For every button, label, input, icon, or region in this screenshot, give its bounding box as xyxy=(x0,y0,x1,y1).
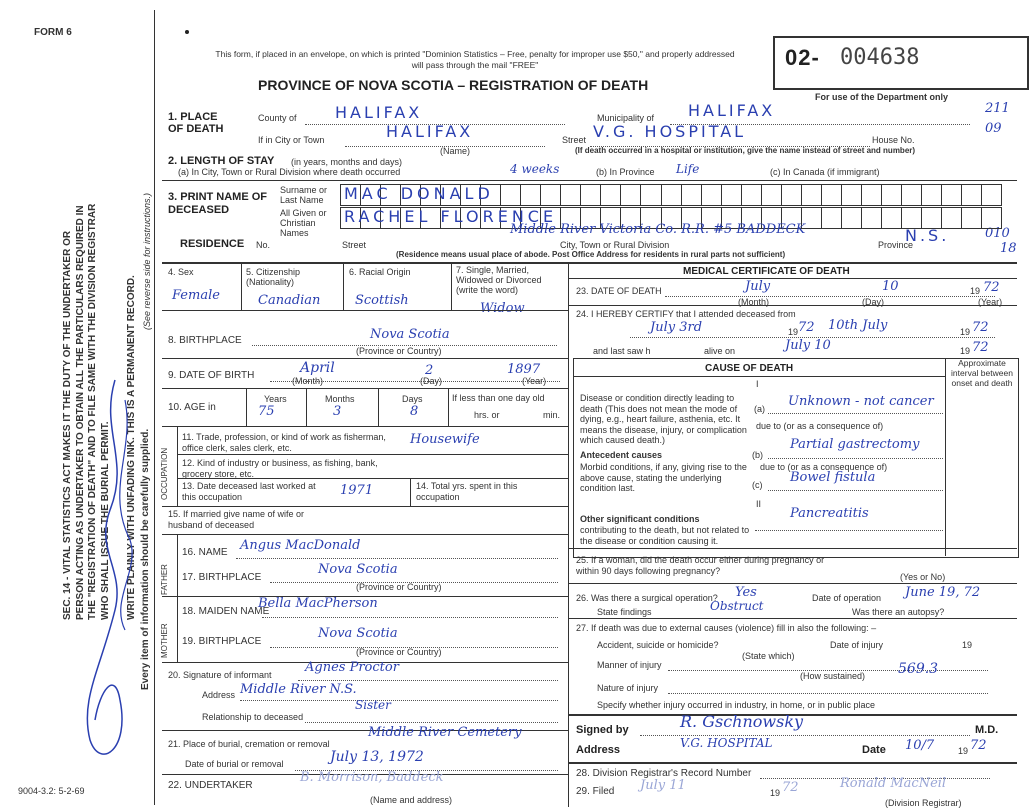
city-label: If in City or Town xyxy=(258,135,325,145)
page-title: PROVINCE OF NOVA SCOTIA – REGISTRATION OF DEATH xyxy=(258,77,649,93)
cause-a-line xyxy=(768,413,943,414)
filed-value: July 11 xyxy=(640,778,686,793)
relationship-line xyxy=(305,722,558,723)
residence-province: N.S. xyxy=(905,226,950,245)
antecedent-sub: Morbid conditions, if any, giving rise to the above cause, stating the underlying condition last. xyxy=(580,462,747,493)
informant-address: Middle River N.S. xyxy=(240,682,357,697)
cause-b-value: Partial gastrectomy xyxy=(790,437,920,452)
q17-caption: (Province or Country) xyxy=(356,582,442,592)
attend-to-year: 72 xyxy=(972,320,989,335)
dob-month: April xyxy=(300,360,335,376)
mother-side-label: MOTHER xyxy=(160,623,169,658)
reg-number-prefix: 02- xyxy=(785,45,820,70)
doctor-date: 10/7 xyxy=(905,738,935,753)
occupation-side-label: OCCUPATION xyxy=(160,447,169,500)
residence-no-label: No. xyxy=(256,240,271,250)
undertaker-value: B. Morrison, Baddeck xyxy=(300,770,444,785)
registrar-caption: (Division Registrar) xyxy=(885,798,962,808)
hospital-note: (If death occurred in a hospital or institution, give the name instead of street and number) xyxy=(575,146,916,155)
divider-5 xyxy=(162,388,568,389)
dob-day: 2 xyxy=(425,363,434,378)
q29-label: 29. Filed xyxy=(576,786,615,797)
q14-label: 14. Total yrs. spent in this occupation xyxy=(416,481,518,502)
q25-label: 25. If a woman, did the death occur either during pregnancy or within 90 days following pregnancy? xyxy=(576,555,825,576)
cause-a-value: Unknown - not cancer xyxy=(788,394,934,409)
cause-c-label: (c) xyxy=(752,480,763,490)
attend-to-prefix: 19 xyxy=(960,327,971,337)
age-years-label: Years xyxy=(264,394,287,404)
cause-heading: CAUSE OF DEATH xyxy=(705,363,794,374)
racial-value: Scottish xyxy=(355,293,409,308)
filed-year: 72 xyxy=(782,780,799,795)
q18-line xyxy=(262,617,558,618)
signed-value: R. Gschnowsky xyxy=(680,712,804,731)
other-sub: contributing to the death, but not related to the disease or condition causing it. xyxy=(580,525,750,546)
undertaker-caption: (Name and address) xyxy=(370,795,453,805)
dept-code-4: 18 xyxy=(1000,241,1017,256)
doctor-date-year: 72 xyxy=(970,738,987,753)
birthplace-caption: (Province or Country) xyxy=(356,346,442,356)
age-v3 xyxy=(378,388,379,426)
min-label: min. xyxy=(543,410,561,420)
q21-label: 21. Place of burial, cremation or removal xyxy=(168,739,330,749)
q18-label: 18. MAIDEN NAME xyxy=(182,606,270,617)
dept-code-3: 010 xyxy=(985,226,1010,241)
q23-label: 23. DATE OF DEATH xyxy=(576,286,662,296)
attend-from-year: 72 xyxy=(798,320,815,335)
q16-label: 16. NAME xyxy=(182,547,228,558)
autopsy-label: Was there an autopsy? xyxy=(852,607,945,617)
manner-value: 569.3 xyxy=(898,661,939,677)
age-v1 xyxy=(246,388,247,426)
q25-yesno: (Yes or No) xyxy=(900,572,946,582)
q17-label: 17. BIRTHPLACE xyxy=(182,572,262,583)
nature-line xyxy=(668,693,988,694)
dob-year-caption: (Year) xyxy=(522,376,547,386)
death-day-caption: (Day) xyxy=(862,297,884,307)
dept-code-2: 09 xyxy=(985,121,1002,136)
registrar-signature: Ronald MacNeil xyxy=(840,776,947,791)
q11-label: 11. Trade, profession, or kind of work as fisherman, office clerk, sales clerk, etc. xyxy=(182,432,386,453)
med-div-5 xyxy=(568,618,1017,619)
nature-label: Nature of injury xyxy=(597,683,659,693)
mother-birthplace: Nova Scotia xyxy=(318,626,398,641)
municipality-label: Municipality of xyxy=(597,113,655,123)
attend-from: July 3rd xyxy=(650,320,703,335)
q15-label: 15. If married give name of wife or husband of deceased xyxy=(168,509,305,530)
q11-value: Housewife xyxy=(410,432,480,447)
q19-caption: (Province or Country) xyxy=(356,647,442,657)
med-div-1 xyxy=(568,278,1017,279)
md-label: M.D. xyxy=(975,724,999,736)
burial-date-label: Date of burial or removal xyxy=(185,759,284,769)
death-month-caption: (Month) xyxy=(738,297,770,307)
stay-a-value: 4 weeks xyxy=(510,162,560,176)
footer-code: 9004-3.2: 5-2-69 xyxy=(18,786,85,796)
age-v2 xyxy=(306,388,307,426)
due-to-2: due to (or as a consequence of) xyxy=(760,462,888,472)
divider-7 xyxy=(162,506,568,507)
divider-6 xyxy=(162,426,568,427)
alive-year: 72 xyxy=(972,340,989,355)
med-div-7 xyxy=(568,762,1017,764)
q22-label: 22. UNDERTAKER xyxy=(168,780,253,791)
cause-b-label: (b) xyxy=(752,450,763,460)
name-label: 3. PRINT NAME OF DECEASED xyxy=(168,191,268,216)
sidebar-notice: SEC. 14 - VITAL STATISTICS ACT MAKES IT THE DUTY OF THE UNDERTAKER OR PERSON ACTING AS UNDERTAKER TO OBTAIN ALL THE PARTICULARS REQUIRED IN THE "REGISTRATION OF DEATH" AND TO FILE SAME WITH THE DIVISION REGISTRAR WHO SHALL ISSUE THE BURIAL PERMIT. xyxy=(62,203,111,620)
divider-4 xyxy=(162,358,568,359)
street-value: V.G. HOSPITAL xyxy=(593,122,747,141)
residence-value: Middle River Victoria Co. R.R. #5 BADDECK xyxy=(510,222,806,237)
q13-label: 13. Date deceased last worked at this occupation xyxy=(182,481,316,502)
alive-date: July 10 xyxy=(785,338,831,353)
alive-on-label: alive on xyxy=(704,346,736,356)
divider-8 xyxy=(162,534,568,535)
stay-c-label: (c) In Canada (if immigrant) xyxy=(770,167,880,177)
informant-address-line xyxy=(240,700,558,701)
intro-text: This form, if placed in an envelope, on which is printed "Dominion Statistics – Free, penalty for improper use $50," and properly addressed will pass through the mail "FREE" xyxy=(215,49,735,70)
age-months-label: Months xyxy=(325,394,355,404)
less-day-label: If less than one day old xyxy=(452,393,545,403)
residence-city-label: City, Town or Rural Division xyxy=(560,240,670,250)
form-label: FORM 6 xyxy=(34,27,72,38)
parents-vline xyxy=(177,534,178,662)
occ-v2 xyxy=(410,478,411,506)
vline-b xyxy=(343,262,344,310)
mother-name: Bella MacPherson xyxy=(258,596,378,611)
interval-label: Approximate interval between onset and death xyxy=(951,358,1013,388)
q13-value: 1971 xyxy=(340,483,374,498)
death-month: July xyxy=(745,279,771,294)
specify-label: Specify whether injury occurred in industry, in home, or in public place xyxy=(597,700,875,710)
dob-label: 9. DATE OF BIRTH xyxy=(168,370,255,381)
med-div-4 xyxy=(568,583,1017,584)
how-sustained: (How sustained) xyxy=(800,671,866,681)
city-value: HALIFAX xyxy=(386,122,474,141)
cause-c-value: Bowel fistula xyxy=(790,470,876,485)
residence-note: (Residence means usual place of abode. Post Office Address for residents in rural parts not sufficient) xyxy=(396,250,786,259)
stay-sub: (in years, months and days) xyxy=(291,157,403,167)
findings-label: State findings xyxy=(597,607,652,617)
antecedent-label: Antecedent causes xyxy=(580,450,663,460)
filed-year-prefix: 19 xyxy=(770,788,781,798)
stay-b-label: (b) In Province xyxy=(596,167,655,177)
residence-province-label: Province xyxy=(878,240,914,250)
attend-from-prefix: 19 xyxy=(788,327,799,337)
accident-label: Accident, suicide or homicide? xyxy=(597,640,719,650)
informant-address-label: Address xyxy=(202,690,236,700)
informant-relationship: Sister xyxy=(355,698,391,712)
city-name-caption: (Name) xyxy=(440,146,471,156)
marital-label: 7. Single, Married, Widowed or Divorced (write the word) xyxy=(456,265,542,295)
father-name: Angus MacDonald xyxy=(240,538,361,553)
residence-label: RESIDENCE xyxy=(180,238,245,250)
divider-1 xyxy=(162,180,1017,181)
cause-head-line xyxy=(573,376,945,377)
given-value: RACHEL FLORENCE xyxy=(344,207,558,226)
occ-div-1 xyxy=(177,454,568,455)
dob-year: 1897 xyxy=(507,362,541,377)
stay-label: 2. LENGTH OF STAY xyxy=(168,155,275,167)
cause-a-label: (a) xyxy=(754,404,765,414)
burial-date: July 13, 1972 xyxy=(330,749,424,765)
relationship-label: Relationship to deceased xyxy=(202,712,304,722)
dept-use-label: For use of the Department only xyxy=(815,92,949,102)
alive-year-prefix: 19 xyxy=(960,346,971,356)
q19-label: 19. BIRTHPLACE xyxy=(182,636,262,647)
dob-month-caption: (Month) xyxy=(292,376,324,386)
hrs-label: hrs. or xyxy=(474,410,500,420)
birthplace-label: 8. BIRTHPLACE xyxy=(168,335,242,346)
age-days-value: 8 xyxy=(410,404,419,419)
last-saw-label: and last saw h xyxy=(593,346,651,356)
operation-value: Yes xyxy=(735,585,757,600)
sidebar-reverse-notice: (See reverse side for instructions.) xyxy=(142,192,152,330)
municipality-value: HALIFAX xyxy=(688,101,776,120)
age-label: 10. AGE in xyxy=(168,402,216,413)
q20-label: 20. Signature of informant xyxy=(168,670,272,680)
disease-label: Disease or condition directly leading to death (This does not mean the mode of dying, e.g., heart failure, asthenia, etc. It means the disease, injury, or complication which caused death.) xyxy=(580,393,747,445)
divider-2 xyxy=(162,262,1017,264)
sidebar-ink-notice: WRITE PLAINLY WITH UNFADING INK. THIS IS A PERMANENT RECORD. xyxy=(126,275,137,620)
doctor-address: V.G. HOSPITAL xyxy=(680,736,773,750)
findings-value: Obstruct xyxy=(710,599,764,613)
stay-b-value: Life xyxy=(676,162,700,176)
medical-heading: MEDICAL CERTIFICATE OF DEATH xyxy=(683,266,850,277)
q16-line xyxy=(236,558,558,559)
age-v4 xyxy=(448,388,449,426)
cause-interval-vline xyxy=(945,358,946,556)
burial-place: Middle River Cemetery xyxy=(368,725,522,740)
racial-label: 6. Racial Origin xyxy=(349,267,411,277)
center-divider xyxy=(568,262,569,807)
occ-vline xyxy=(177,426,178,506)
death-year: 72 xyxy=(983,280,1000,295)
date-label: Date xyxy=(862,744,886,756)
part-two: II xyxy=(756,499,762,509)
q28-label: 28. Division Registrar's Record Number xyxy=(576,768,752,779)
house-label: House No. xyxy=(872,135,915,145)
surname-label: Surname or Last Name xyxy=(280,185,328,205)
cause-b-line xyxy=(768,458,943,459)
op-date-label: Date of operation xyxy=(812,593,882,603)
vline-c xyxy=(451,262,452,310)
age-years-value: 75 xyxy=(258,404,275,419)
father-side-label: FATHER xyxy=(160,564,169,595)
age-months-value: 3 xyxy=(333,404,342,419)
informant-signature: Agnes Proctor xyxy=(305,660,399,675)
q26-label: 26. Was there a surgical operation? xyxy=(576,593,718,603)
occ-div-2 xyxy=(177,478,568,479)
sidebar-info-notice: Every item of information should be carefully supplied. xyxy=(140,428,151,690)
other-value: Pancreatitis xyxy=(790,506,869,521)
injury-year-prefix: 19 xyxy=(962,640,973,650)
stay-a-label: (a) In City, Town or Rural Division where death occurred xyxy=(178,167,401,177)
due-to-1: due to (or as a consequence of) xyxy=(756,421,884,431)
manner-label: Manner of injury xyxy=(597,660,662,670)
punch-dot xyxy=(185,30,189,34)
address-label: Address xyxy=(576,744,621,756)
signed-label: Signed by xyxy=(576,724,629,736)
citizenship-label: 5. Citizenship (Nationality) xyxy=(246,267,301,287)
other-label: Other significant conditions xyxy=(580,514,700,524)
marital-value: Widow xyxy=(480,301,525,316)
given-label: All Given or Christian Names xyxy=(280,208,327,238)
death-year-prefix: 19 xyxy=(970,286,981,296)
part-one: I xyxy=(756,379,759,389)
q24-label: 24. I HEREBY CERTIFY that I attended deceased from xyxy=(576,309,796,319)
place-label: 1. PLACE OF DEATH xyxy=(168,111,224,135)
vline-a xyxy=(241,262,242,310)
citizenship-value: Canadian xyxy=(258,293,321,308)
q23-line xyxy=(665,296,995,297)
divider-3 xyxy=(162,310,568,311)
birthplace-value: Nova Scotia xyxy=(370,327,450,342)
death-year-caption: (Year) xyxy=(978,297,1003,307)
street-label: Street xyxy=(562,135,587,145)
county-label: County of xyxy=(258,113,297,123)
doctor-date-prefix: 19 xyxy=(958,746,969,756)
father-birthplace: Nova Scotia xyxy=(318,562,398,577)
surname-value: MAC DONALD xyxy=(344,184,494,203)
q27-label: 27. If death was due to external causes (violence) fill in also the following: – xyxy=(576,623,877,633)
county-value: HALIFAX xyxy=(335,103,423,122)
age-days-label: Days xyxy=(402,394,423,404)
med-div-3 xyxy=(568,548,1017,549)
state-which: (State which) xyxy=(742,651,795,661)
q12-label: 12. Kind of industry or business, as fishing, bank, grocery store, etc. xyxy=(182,458,378,479)
sex-value: Female xyxy=(172,288,220,303)
reg-number-value: 004638 xyxy=(840,45,920,70)
attend-to: 10th July xyxy=(828,318,888,333)
dept-code-1: 211 xyxy=(985,101,1010,116)
med-div-2 xyxy=(568,305,1017,306)
handwritten-sidebar-signature xyxy=(70,370,160,780)
sex-label: 4. Sex xyxy=(168,267,194,277)
injury-date-label: Date of injury xyxy=(830,640,884,650)
residence-street-label: Street xyxy=(342,240,367,250)
dob-day-caption: (Day) xyxy=(420,376,442,386)
q20-line xyxy=(298,680,558,681)
death-day: 10 xyxy=(882,279,899,294)
cause-c-line xyxy=(768,490,943,491)
other-line xyxy=(755,530,943,531)
op-date-value: June 19, 72 xyxy=(905,585,981,600)
